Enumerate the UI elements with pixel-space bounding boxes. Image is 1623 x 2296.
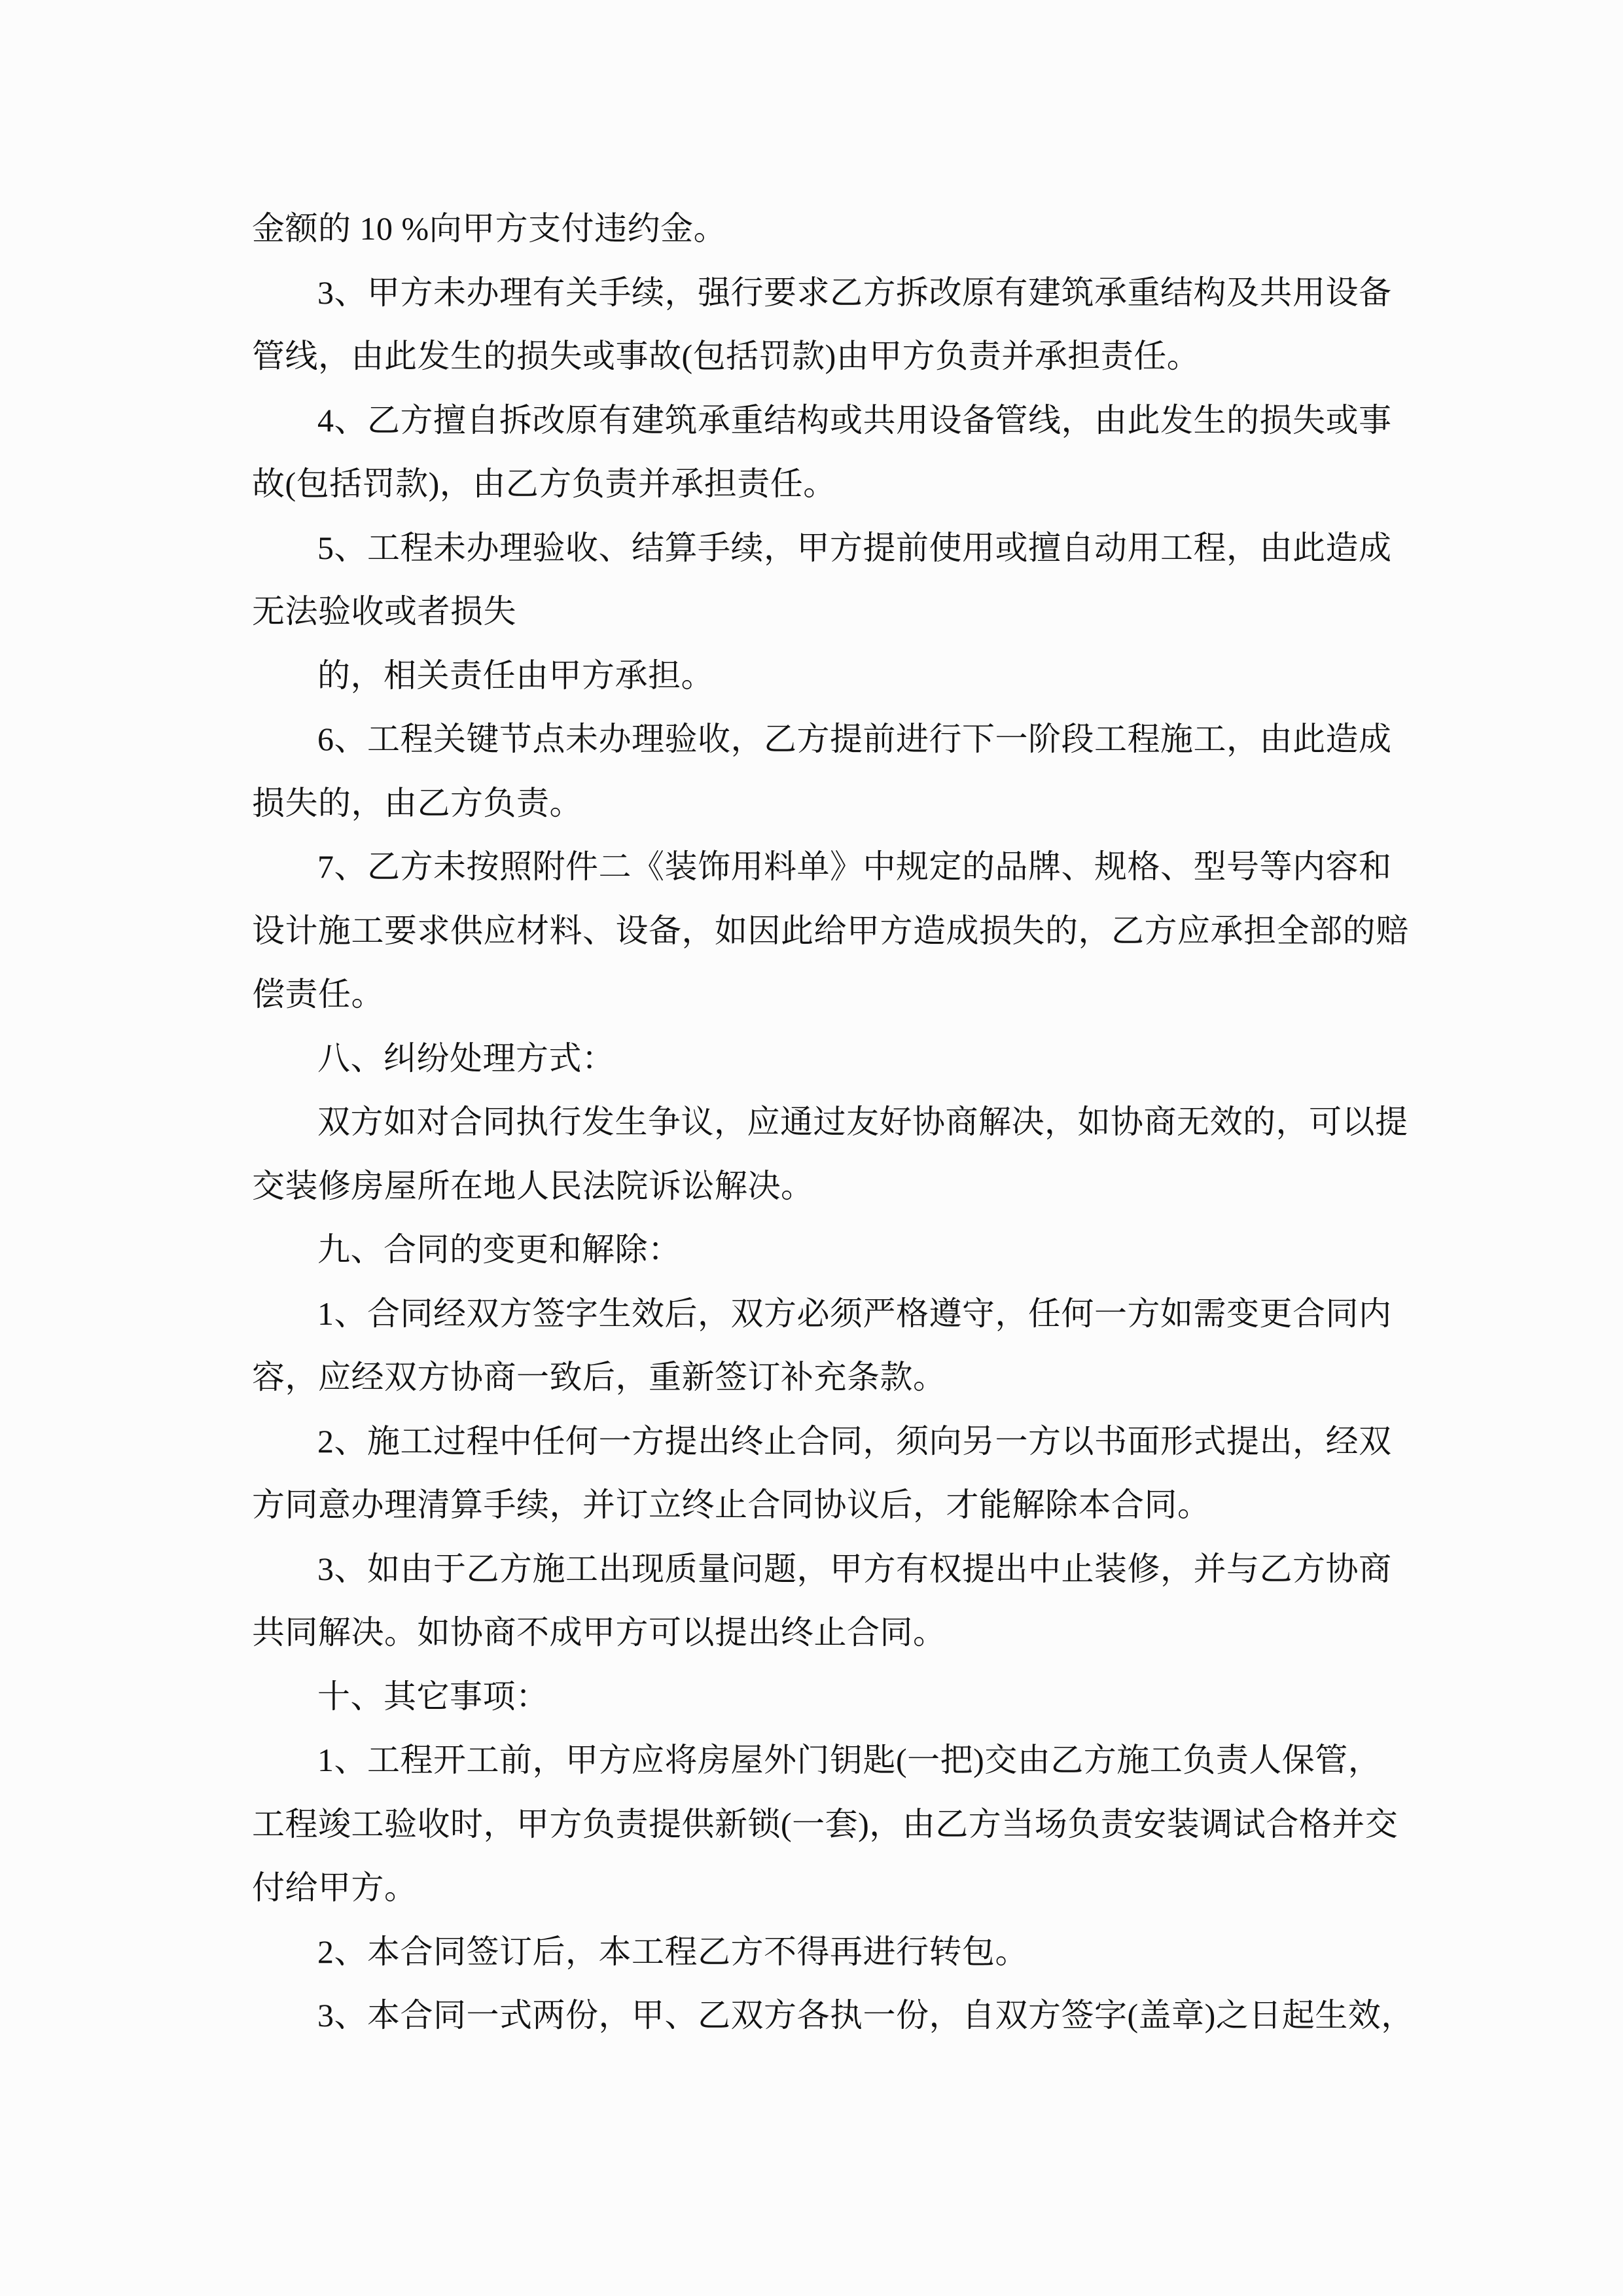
document-line: 付给甲方。 bbox=[252, 1869, 418, 1906]
document-line: 金额的 10 %向甲方支付违约金。 bbox=[252, 210, 727, 247]
document-line: 设计施工要求供应材料、设备，如因此给甲方造成损失的，乙方应承担全部的赔 bbox=[252, 912, 1409, 949]
document-line: 2、施工过程中任何一方提出终止合同，须向另一方以书面形式提出，经双 bbox=[317, 1422, 1392, 1460]
document-line: 交装修房屋所在地人民法院诉讼解决。 bbox=[252, 1167, 814, 1204]
contract-text bbox=[252, 197, 1414, 2048]
document-line: 故(包括罚款)，由乙方负责并承担责任。 bbox=[252, 465, 836, 502]
document-line: 3、如由于乙方施工出现质量问题，甲方有权提出中止装修，并与乙方协商 bbox=[317, 1550, 1392, 1587]
document-line: 管线，由此发生的损失或事故(包括罚款)由甲方负责并承担责任。 bbox=[252, 338, 1200, 374]
document-line: 1、合同经双方签字生效后，双方必须严格遵守，任何一方如需变更合同内 bbox=[317, 1295, 1392, 1332]
document-line: 共同解决。如协商不成甲方可以提出终止合同。 bbox=[252, 1614, 946, 1651]
document-line: 损失的，由乙方负责。 bbox=[252, 784, 582, 821]
document-line: 5、工程未办理验收、结算手续，甲方提前使用或擅自动用工程，由此造成 bbox=[317, 529, 1392, 566]
document-line: 7、乙方未按照附件二《装饰用料单》中规定的品牌、规格、型号等内容和 bbox=[317, 848, 1392, 885]
document-line: 3、甲方未办理有关手续，强行要求乙方拆改原有建筑承重结构及共用设备 bbox=[317, 274, 1392, 311]
document-line: 3、本合同一式两份，甲、乙双方各执一份，自双方签字(盖章)之日起生效， bbox=[317, 1997, 1414, 2034]
document-line: 偿责任。 bbox=[252, 976, 384, 1013]
document-line: 4、乙方擅自拆改原有建筑承重结构或共用设备管线，由此发生的损失或事 bbox=[317, 401, 1392, 439]
document-line: 2、本合同签订后，本工程乙方不得再进行转包。 bbox=[317, 1933, 1028, 1970]
document-line: 的，相关责任由甲方承担。 bbox=[317, 656, 714, 694]
document-line: 九、合同的变更和解除： bbox=[317, 1231, 681, 1268]
document-line: 6、工程关键节点未办理验收，乙方提前进行下一阶段工程施工，由此造成 bbox=[317, 721, 1392, 757]
document-line: 工程竣工验收时，甲方负责提供新锁(一套)，由乙方当场负责安装调试合格并交 bbox=[252, 1805, 1399, 1842]
document-line: 1、工程开工前，甲方应将房屋外门钥匙(一把)交由乙方施工负责人保管， bbox=[317, 1742, 1382, 1778]
document-line: 容，应经双方协商一致后，重新签订补充条款。 bbox=[252, 1359, 946, 1395]
document-line: 方同意办理清算手续，并订立终止合同协议后，才能解除本合同。 bbox=[252, 1486, 1211, 1523]
document-line: 十、其它事项： bbox=[317, 1677, 549, 1715]
document-line: 无法验收或者损失 bbox=[252, 593, 516, 630]
document-line: 双方如对合同执行发生争议，应通过友好协商解决，如协商无效的，可以提 bbox=[317, 1103, 1408, 1140]
document-line: 八、纠纷处理方式： bbox=[317, 1039, 615, 1077]
